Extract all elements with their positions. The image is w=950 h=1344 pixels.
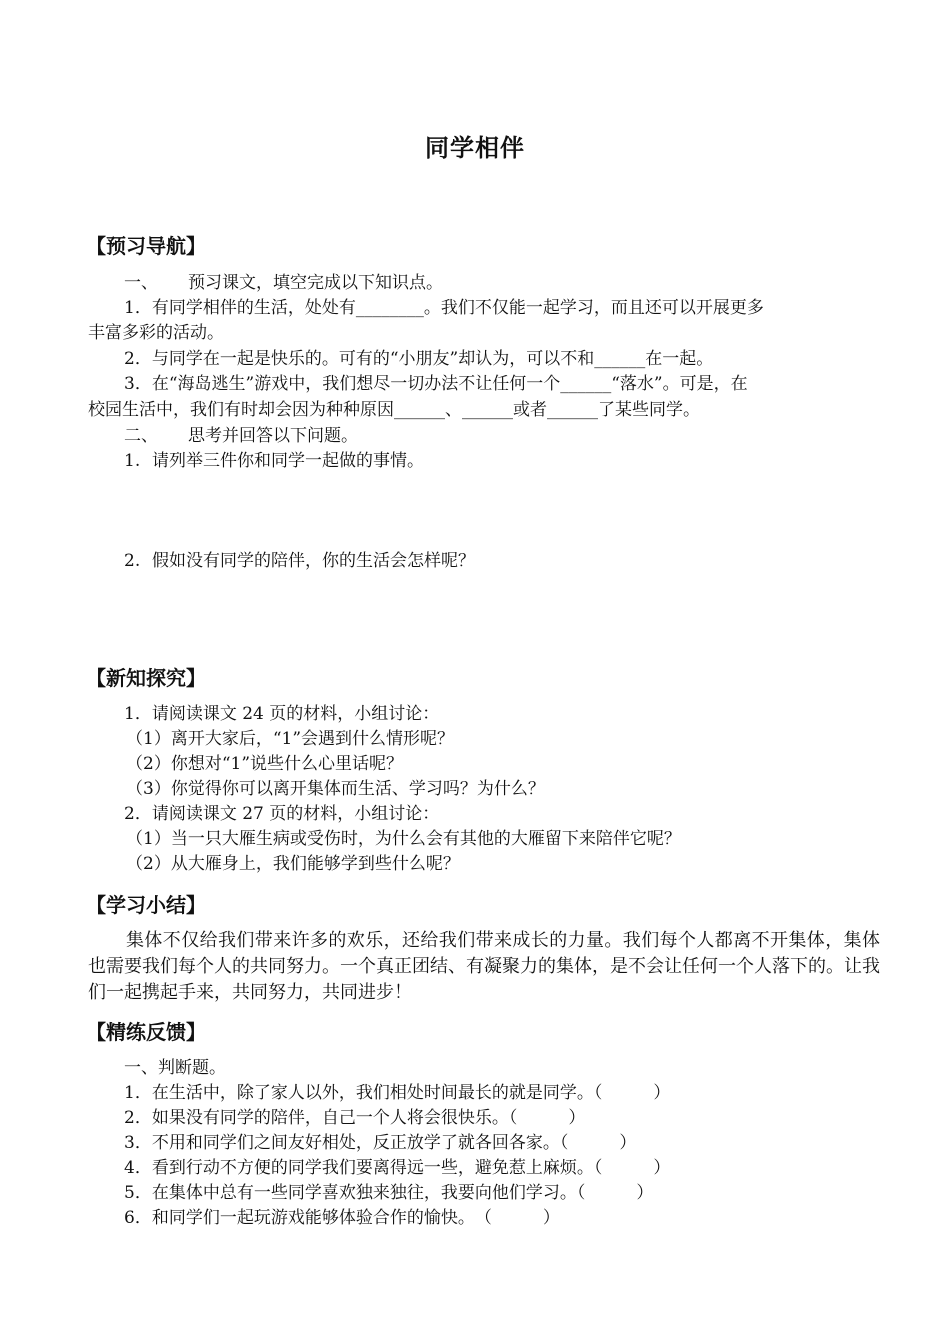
section-heading-preview: 【预习导航】 [86, 234, 206, 258]
preview-think-q2 [124, 549, 914, 573]
practice-item: 2．如果没有同学的陪伴，自己一个人将会很快乐。（ ） [124, 1108, 586, 1128]
practice-intro: 一、判断题。 [124, 1058, 226, 1078]
practice-item: 5．在集体中总有一些同学喜欢独来独往，我要向他们学习。（ ） [124, 1183, 654, 1203]
question-number: 1. [124, 451, 141, 471]
question-text: 假如没有同学的陪伴，你的生活会怎样呢？ [152, 551, 475, 571]
preview-part1 [124, 271, 914, 295]
preview-part2 [124, 424, 914, 448]
preview-think-q1 [124, 449, 914, 473]
explore-line: （2）从大雁身上，我们能够学到些什么呢？ [126, 854, 460, 874]
preview-q2: 2．与同学在一起是快乐的。可有的“小朋友”却认为，可以不和______在一起。 [124, 349, 714, 369]
practice-item: 3．不用和同学们之间友好相处，反正放学了就各回各家。（ ） [124, 1133, 637, 1153]
preview-q1-line1: 1．有同学相伴的生活，处处有________。我们不仅能一起学习，而且还可以开展更多 [124, 298, 764, 318]
question-number: 2. [124, 551, 141, 571]
explore-line: （1）离开大家后，“1”会遇到什么情形呢？ [126, 729, 455, 749]
explore-line: 2．请阅读课文 27 页的材料，小组讨论： [124, 804, 440, 824]
explore-line: （2）你想对“1”说些什么心里话呢？ [126, 754, 404, 774]
part-text: 思考并回答以下问题。 [188, 426, 358, 446]
section-heading-explore: 【新知探究】 [86, 666, 206, 690]
explore-line: （1）当一只大雁生病或受伤时，为什么会有其他的大雁留下来陪伴它呢？ [126, 829, 681, 849]
part-number: 一、 [124, 273, 158, 293]
question-text: 请列举三件你和同学一起做的事情。 [152, 451, 424, 471]
part-text: 预习课文，填空完成以下知识点。 [188, 273, 443, 293]
preview-q3-line2: 校园生活中，我们有时却会因为种种原因______、______或者______了某些同学。 [88, 400, 700, 420]
preview-q1-line2: 丰富多彩的活动。 [88, 323, 224, 343]
section-heading-summary: 【学习小结】 [86, 893, 206, 917]
practice-item: 4．看到行动不方便的同学我们要离得远一些，避免惹上麻烦。（ ） [124, 1158, 671, 1178]
summary-paragraph: 集体不仅给我们带来许多的欢乐，还给我们带来成长的力量。我们每个人都离不开集体，集体也需要我们每个人的共同努力。一个真正团结、有凝聚力的集体，是不会让任何一个人落下的。让我们一起携起手来，共同努力，共同进步！ [88, 930, 880, 1003]
explore-line: 1．请阅读课文 24 页的材料，小组讨论： [124, 704, 440, 724]
explore-line: （3）你觉得你可以离开集体而生活、学习吗？为什么？ [126, 779, 545, 799]
practice-item: 6．和同学们一起玩游戏能够体验合作的愉快。 （ ） [124, 1208, 560, 1228]
part-number: 二、 [124, 426, 158, 446]
practice-item: 1．在生活中，除了家人以外，我们相处时间最长的就是同学。（ ） [124, 1083, 671, 1103]
section-heading-practice: 【精练反馈】 [86, 1020, 206, 1044]
preview-q3-line1: 3．在“海岛逃生”游戏中，我们想尽一切办法不让任何一个______“落水”。可是，在 [124, 374, 748, 394]
page-title: 同学相伴 [425, 134, 525, 162]
